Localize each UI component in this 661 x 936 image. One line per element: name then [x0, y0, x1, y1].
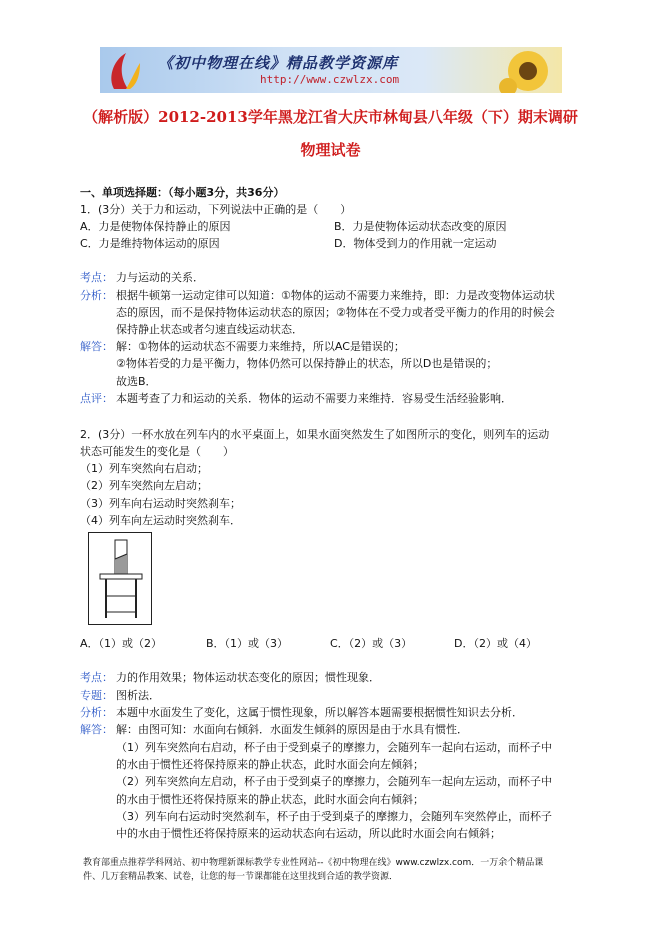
q2-jieda-line: 的水由于惯性还将保持原来的静止状态，此时水面会向左倾斜； [116, 758, 424, 771]
header-banner [100, 47, 562, 93]
page-footer [83, 856, 583, 884]
q1-option-a: A．力是使物体保持静止的原因 [80, 220, 231, 233]
banner-url: http://www.czwlzx.com [260, 73, 400, 86]
q2-item: （1）列车突然向右启动； [80, 462, 208, 475]
q1-dianping: 本题考查了力和运动的关系．物体的运动不需要力来维持．容易受生活经验影响． [116, 392, 512, 405]
q2-jieda-line: （1）列车突然向右启动，杯子由于受到桌子的摩擦力，会随列车一起向右运动，而杯子中 [116, 741, 552, 754]
q1-fenxi-line: 根据牛顿第一运动定律可以知道：①物体的运动不需要力来维持，即：力是改变物体运动状 [116, 289, 555, 302]
document-subtitle: 物理试卷 [300, 141, 361, 159]
q2-kaodian: 力的作用效果；物体运动状态变化的原因；惯性现象． [116, 671, 380, 684]
q2-kaodian-label: 考点： [80, 671, 113, 684]
q1-jieda-line: 故选B． [116, 375, 157, 388]
q1-option-d: D．物体受到力的作用就一定运动 [334, 237, 497, 250]
question-2-stem: 状态可能发生的变化是（ ） [80, 445, 234, 458]
q1-fenxi-line: 态的原因，而不是保持物体运动状态的原因；②物体在不受力或者受平衡力的作用的时候会 [116, 306, 555, 319]
q2-option-a: A．（1）或（2） [80, 637, 163, 650]
q2-jieda-line: 解：由图可知：水面向右倾斜．水面发生倾斜的原因是由于水具有惯性． [116, 723, 468, 736]
footer-line: 教育部重点推荐学科网站、初中物理新课标教学专业性网站--《初中物理在线》www.czwlzx.com．一万余个精品课 [83, 858, 544, 868]
q1-fenxi-label: 分析： [80, 289, 113, 302]
q1-fenxi-line: 保持静止状态或者匀速直线运动状态． [116, 323, 303, 336]
q1-jieda-line: 解：①物体的运动状态不需要力来维持，所以AC是错误的； [116, 340, 405, 353]
q1-kaodian-label: 考点： [80, 271, 113, 284]
question-1-stem: 1．(3分）关于力和运动，下列说法中正确的是（ ） [80, 203, 352, 216]
q1-dianping-label: 点评： [80, 392, 113, 405]
q2-jieda-line: （3）列车向右运动时突然刹车，杯子由于受到桌子的摩擦力，会随列车突然停止，而杯子 [116, 810, 552, 823]
document-title: （解析版）2012-2013学年黑龙江省大庆市林甸县八年级（下）期末调研 [83, 108, 578, 126]
q2-item: （3）列车向右运动时突然刹车； [80, 497, 241, 510]
q2-jieda-line: 的水由于惯性还将保持原来的静止状态，此时水面会向右倾斜； [116, 793, 424, 806]
q2-zhuanti: 图析法． [116, 689, 160, 702]
q2-option-c: C．（2）或（3） [330, 637, 413, 650]
q2-item: （4）列车向左运动时突然刹车． [80, 514, 241, 527]
q2-option-b: B．（1）或（3） [206, 637, 289, 650]
q2-zhuanti-label: 专题： [80, 689, 113, 702]
banner-title: 《初中物理在线》精品教学资源库 [158, 54, 399, 72]
q2-item: （2）列车突然向左启动； [80, 479, 208, 492]
sunflower-icon [498, 49, 558, 93]
q1-kaodian: 力与运动的关系． [116, 271, 204, 284]
q1-option-b: B．力是使物体运动状态改变的原因 [334, 220, 507, 233]
q2-jieda-label: 解答： [80, 723, 113, 736]
q1-option-c: C．力是维持物体运动的原因 [80, 237, 220, 250]
train-cup-figure [88, 532, 152, 625]
footer-line: 件、几万套精品教案、试卷，让您的每一节课都能在这里找到合适的教学资源． [83, 872, 399, 882]
section-heading: 一、单项选择题：（每小题3分，共36分） [80, 186, 285, 199]
q2-fenxi-label: 分析： [80, 706, 113, 719]
q2-option-d: D．（2）或（4） [454, 637, 537, 650]
q1-jieda-label: 解答： [80, 340, 113, 353]
q2-jieda-line: （2）列车突然向左启动，杯子由于受到桌子的摩擦力，会随列车一起向左运动，而杯子中 [116, 775, 552, 788]
q1-jieda-line: ②物体若受的力是平衡力，物体仍然可以保持静止的状态，所以D也是错误的； [116, 357, 498, 370]
logo-icon [106, 49, 144, 91]
q2-fenxi: 本题中水面发生了变化，这属于惯性现象，所以解答本题需要根据惯性知识去分析． [116, 706, 523, 719]
question-2-stem: 2．(3分）一杯水放在列车内的水平桌面上，如果水面突然发生了如图所示的变化，则列车的运动 [80, 428, 550, 441]
q2-jieda-line: 中的水由于惯性还将保持原来的运动状态向右运动，所以此时水面会向右倾斜； [116, 827, 501, 840]
